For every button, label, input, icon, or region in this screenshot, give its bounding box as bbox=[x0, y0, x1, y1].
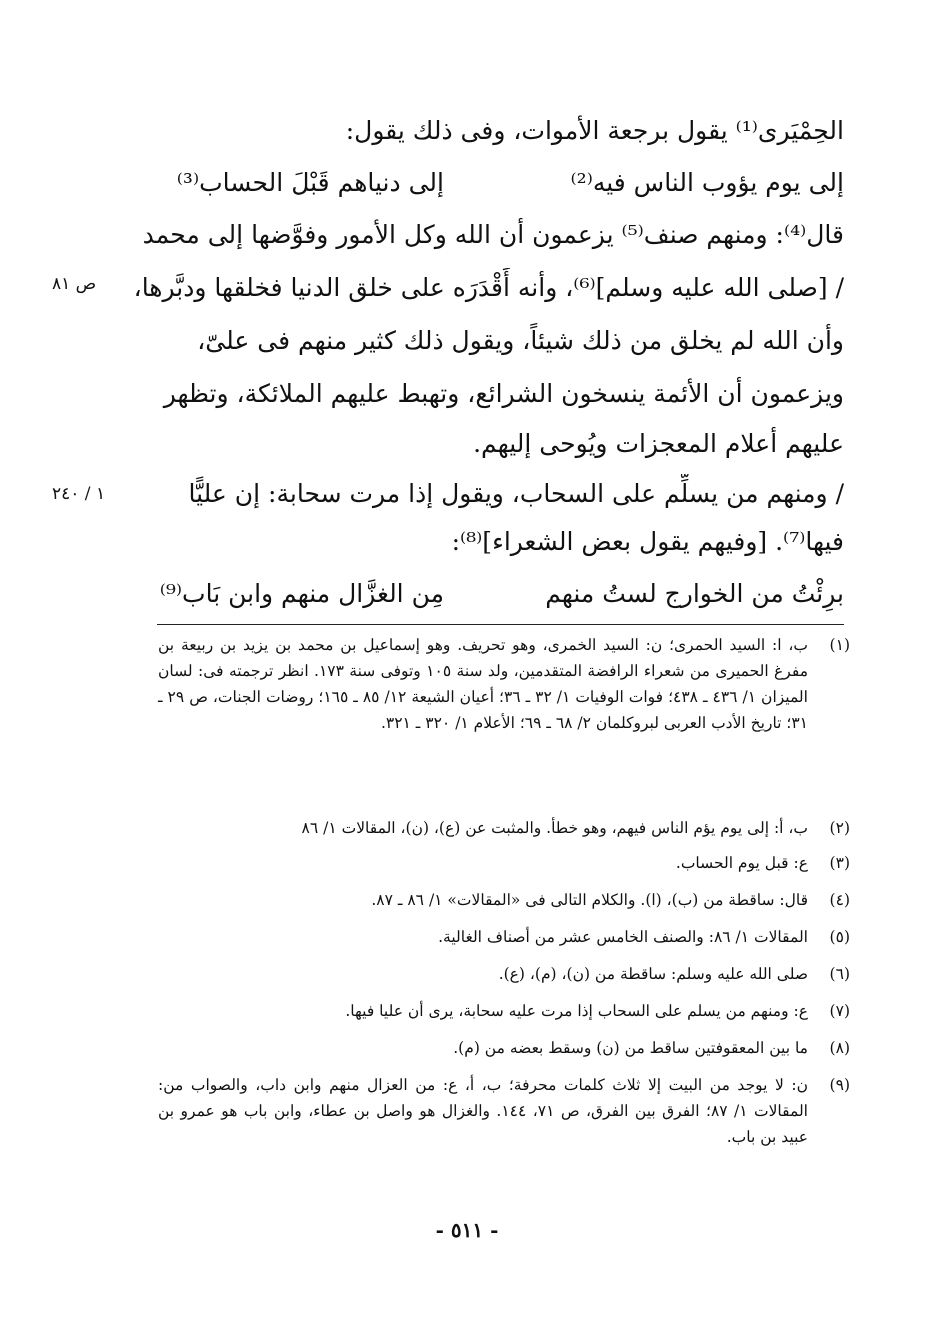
footnote-9-text: ن: لا يوجد من البيت إلا ثلاث كلمات محرفة؛ ب، أ، ع: من العزال منهم وابن داب، والصواب من: المقالات ١/ ٨٧؛ الفرق بين الفرق، ص ٧١، ١٤٤. والغزال هو واصل بن عطاء، وابن باب هو عمرو بن عبيد بن باب. bbox=[158, 1076, 808, 1146]
verse-2-second-hemistich: مِن الغزَّال منهم وابن بَاب⁽⁹⁾ bbox=[159, 579, 444, 608]
verse-2-first-hemistich: برِئْتُ من الخوارج لستُ منهم bbox=[545, 579, 844, 608]
footnote-4-text: قال: ساقطة من (ب)، (ا). والكلام التالى فى «المقالات» ١/ ٨٦ ـ ٨٧. bbox=[371, 891, 808, 909]
footnote-8-number: (٨) bbox=[829, 1039, 850, 1057]
footnote-9-number: (٩) bbox=[829, 1076, 850, 1094]
footnote-separator bbox=[157, 624, 844, 625]
footnote-3-number: (٣) bbox=[829, 854, 850, 872]
footnote-2-number: (٢) bbox=[829, 819, 850, 837]
footnote-2-text: ب، أ: إلى يوم يؤم الناس فيهم، وهو خطأ. والمثبت عن (ع)، (ن)، المقالات ١/ ٨٦ bbox=[301, 819, 808, 837]
footnote-1-text: ب، ا: السيد الحمرى؛ ن: السيد الخمرى، وهو تحريف. وهو إسماعيل بن محمد بن يزيد بن ربيعة بن مفرغ الحميرى من شعراء الرافضة المتقدمين، ولد سنة ١٠٥ وتوفى سنة ١٧٣. انظر ترجمته فى: لسان الميزان ١/ ٤٣٦ ـ ٤٣٨؛ فوات الوفيات ١/ ٣٢ ـ ٣٦؛ أعيان الشيعة ١٢/ ٨٥ ـ ١٦٥؛ روضات الجنات، ص ٢٩ ـ ٣١؛ تاريخ الأدب العربى لبروكلمان ٢/ ٦٨ ـ ٦٩؛ الأعلام ١/ ٣٢٠ ـ ٣٢١. bbox=[158, 636, 808, 732]
footnote-5-text: المقالات ١/ ٨٦: والصنف الخامس عشر من أصناف الغالية. bbox=[438, 928, 808, 946]
footnote-6-text: صلى الله عليه وسلم: ساقطة من (ن)، (م)، (ع). bbox=[498, 965, 808, 983]
footnote-5-number: (٥) bbox=[829, 928, 850, 946]
footnote-7-text: ع: ومنهم من يسلم على السحاب إذا مرت عليه سحابة، يرى أن عليا فيها. bbox=[345, 1002, 808, 1020]
text-line-3: قال⁽⁴⁾: ومنهم صنف⁽⁵⁾ يزعمون أن الله وكل الأمور وفوَّضها إلى محمد bbox=[142, 220, 844, 249]
footnote-3-text: ع: قبل يوم الحساب. bbox=[675, 854, 808, 872]
margin-page-reference-2: ١ / ٢٤٠ bbox=[52, 484, 106, 504]
page-number: - ٥١١ - bbox=[435, 1218, 499, 1242]
footnote-4-number: (٤) bbox=[829, 891, 850, 909]
margin-page-reference-1: ص ٨١ bbox=[52, 274, 97, 294]
verse-1-first-hemistich: إلى يوم يؤوب الناس فيه⁽²⁾ bbox=[570, 168, 844, 197]
footnote-1-number: (١) bbox=[829, 636, 850, 654]
footnote-7-number: (٧) bbox=[829, 1002, 850, 1020]
text-line-1: الحِمْيَرى⁽¹⁾ يقول برجعة الأموات، وفى ذلك يقول: bbox=[345, 116, 844, 145]
text-line-5: وأن الله لم يخلق من ذلك شيئاً، ويقول ذلك كثير منهم فى علىّ، bbox=[197, 326, 844, 355]
text-line-6: ويزعمون أن الأئمة ينسخون الشرائع، وتهبط عليهم الملائكة، وتظهر bbox=[163, 379, 844, 408]
text-line-8: / ومنهم من يسلِّم على السحاب، ويقول إذا مرت سحابة: إن عليًّا bbox=[188, 479, 844, 508]
text-line-7: عليهم أعلام المعجزات ويُوحى إليهم. bbox=[473, 429, 844, 458]
footnote-8-text: ما بين المعقوفتين ساقط من (ن) وسقط بعضه من (م). bbox=[453, 1039, 808, 1057]
text-line-9: فيها⁽⁷⁾. [وفيهم يقول بعض الشعراء]⁽⁸⁾: bbox=[451, 527, 844, 556]
verse-1-second-hemistich: إلى دنياهم قَبْلَ الحساب⁽³⁾ bbox=[176, 168, 444, 197]
text-line-4: / [صلى الله عليه وسلم]⁽⁶⁾، وأنه أَقْدَرَه على خلق الدنيا فخلقها ودبَّرها، bbox=[133, 273, 844, 302]
footnote-6-number: (٦) bbox=[829, 965, 850, 983]
